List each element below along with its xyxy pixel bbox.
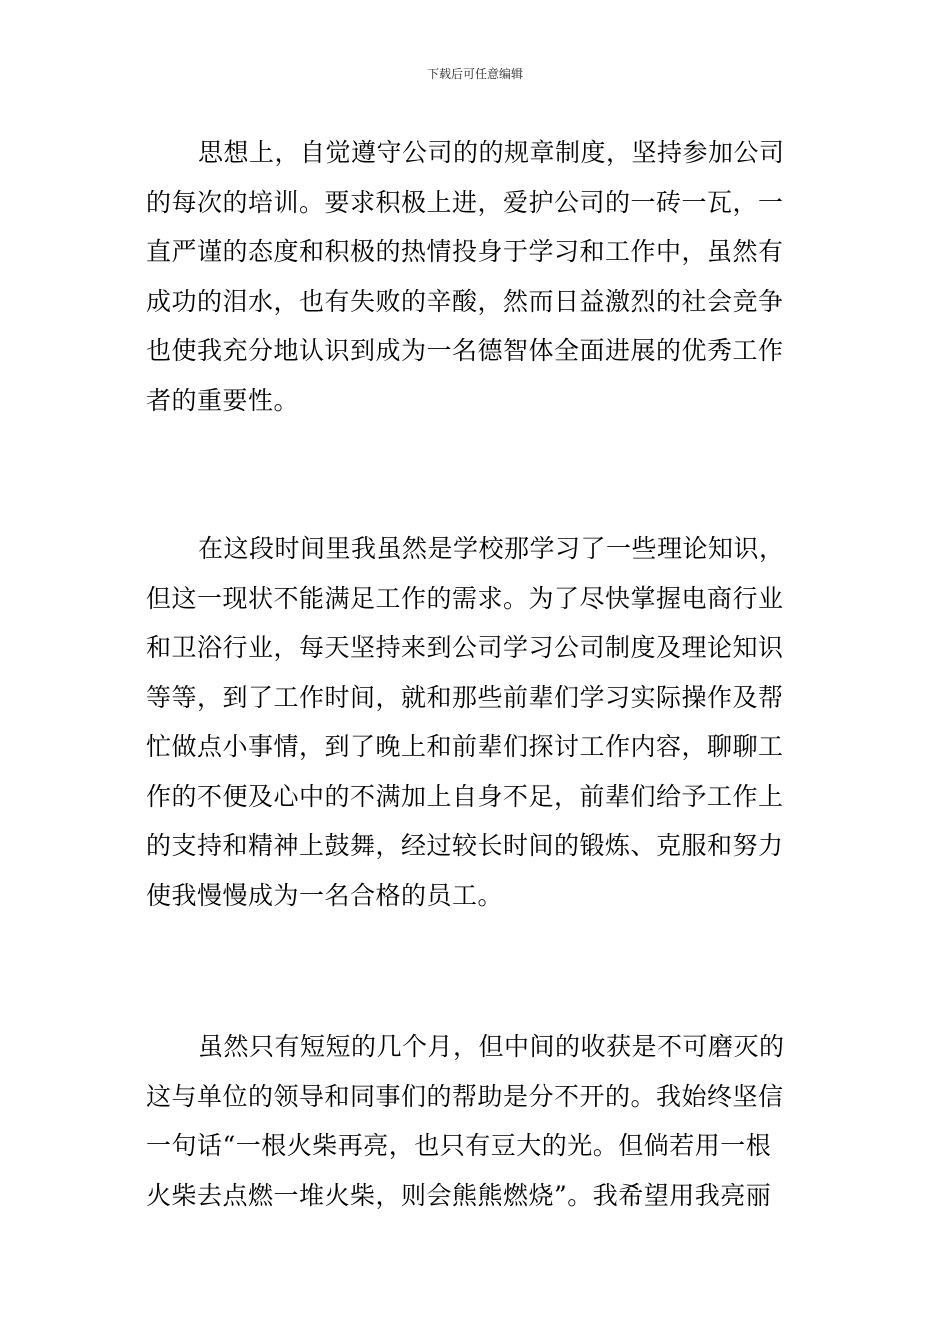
paragraph-line: 也使我充分地认识到成为一名德智体全面进展的优秀工作	[146, 336, 784, 365]
paragraph-line: 在这段时间里我虽然是学校那学习了一些理论知识，	[198, 534, 785, 563]
paragraph-line: 使我慢慢成为一名合格的员工。	[146, 880, 504, 910]
paragraph-line: 作的不便及心中的不满加上自身不足，前辈们给予工作上	[146, 781, 784, 811]
paragraph-line: 等等，到了工作时间，就和那些前辈们学习实际操作及帮	[146, 682, 784, 712]
paragraph-line: 的支持和精神上鼓舞，经过较长时间的锻炼、克服和努力	[146, 831, 784, 860]
paragraph-line: 思想上，自觉遵守公司的的规章制度，坚持参加公司	[198, 138, 785, 167]
paragraph-line: 火柴去点燃一堆火柴，则会熊熊燃烧”。我希望用我亮丽	[146, 1180, 772, 1210]
paragraph-line: 和卫浴行业，每天坚持来到公司学习公司制度及理论知识	[146, 633, 784, 662]
paragraph-line: 成功的泪水，也有失败的辛酸，然而日益激烈的社会竞争	[146, 286, 784, 316]
page-header: 下载后可任意编辑	[426, 67, 523, 81]
paragraph-line: 虽然只有短短的几个月，但中间的收获是不可磨灭的	[198, 1032, 785, 1061]
paragraph-1	[146, 128, 806, 425]
paragraph-line: 者的重要性。	[146, 385, 300, 415]
paragraph-3	[146, 1022, 806, 1220]
paragraph-line: 的每次的培训。要求积极上进，爱护公司的一砖一瓦，一	[146, 187, 784, 217]
paragraph-line: 这与单位的领导和同事们的帮助是分不开的。我始终坚信	[146, 1081, 784, 1111]
paragraph-line: 忙做点小事情，到了晚上和前辈们探讨工作内容，聊聊工	[146, 732, 784, 761]
paragraph-2	[146, 524, 806, 920]
paragraph-line: 直严谨的态度和积极的热情投身于学习和工作中，虽然有	[146, 237, 784, 266]
paragraph-line: 但这一现状不能满足工作的需求。为了尽快掌握电商行业	[146, 583, 784, 613]
paragraph-line: 一句话“一根火柴再亮，也只有豆大的光。但倘若用一根	[146, 1131, 772, 1160]
